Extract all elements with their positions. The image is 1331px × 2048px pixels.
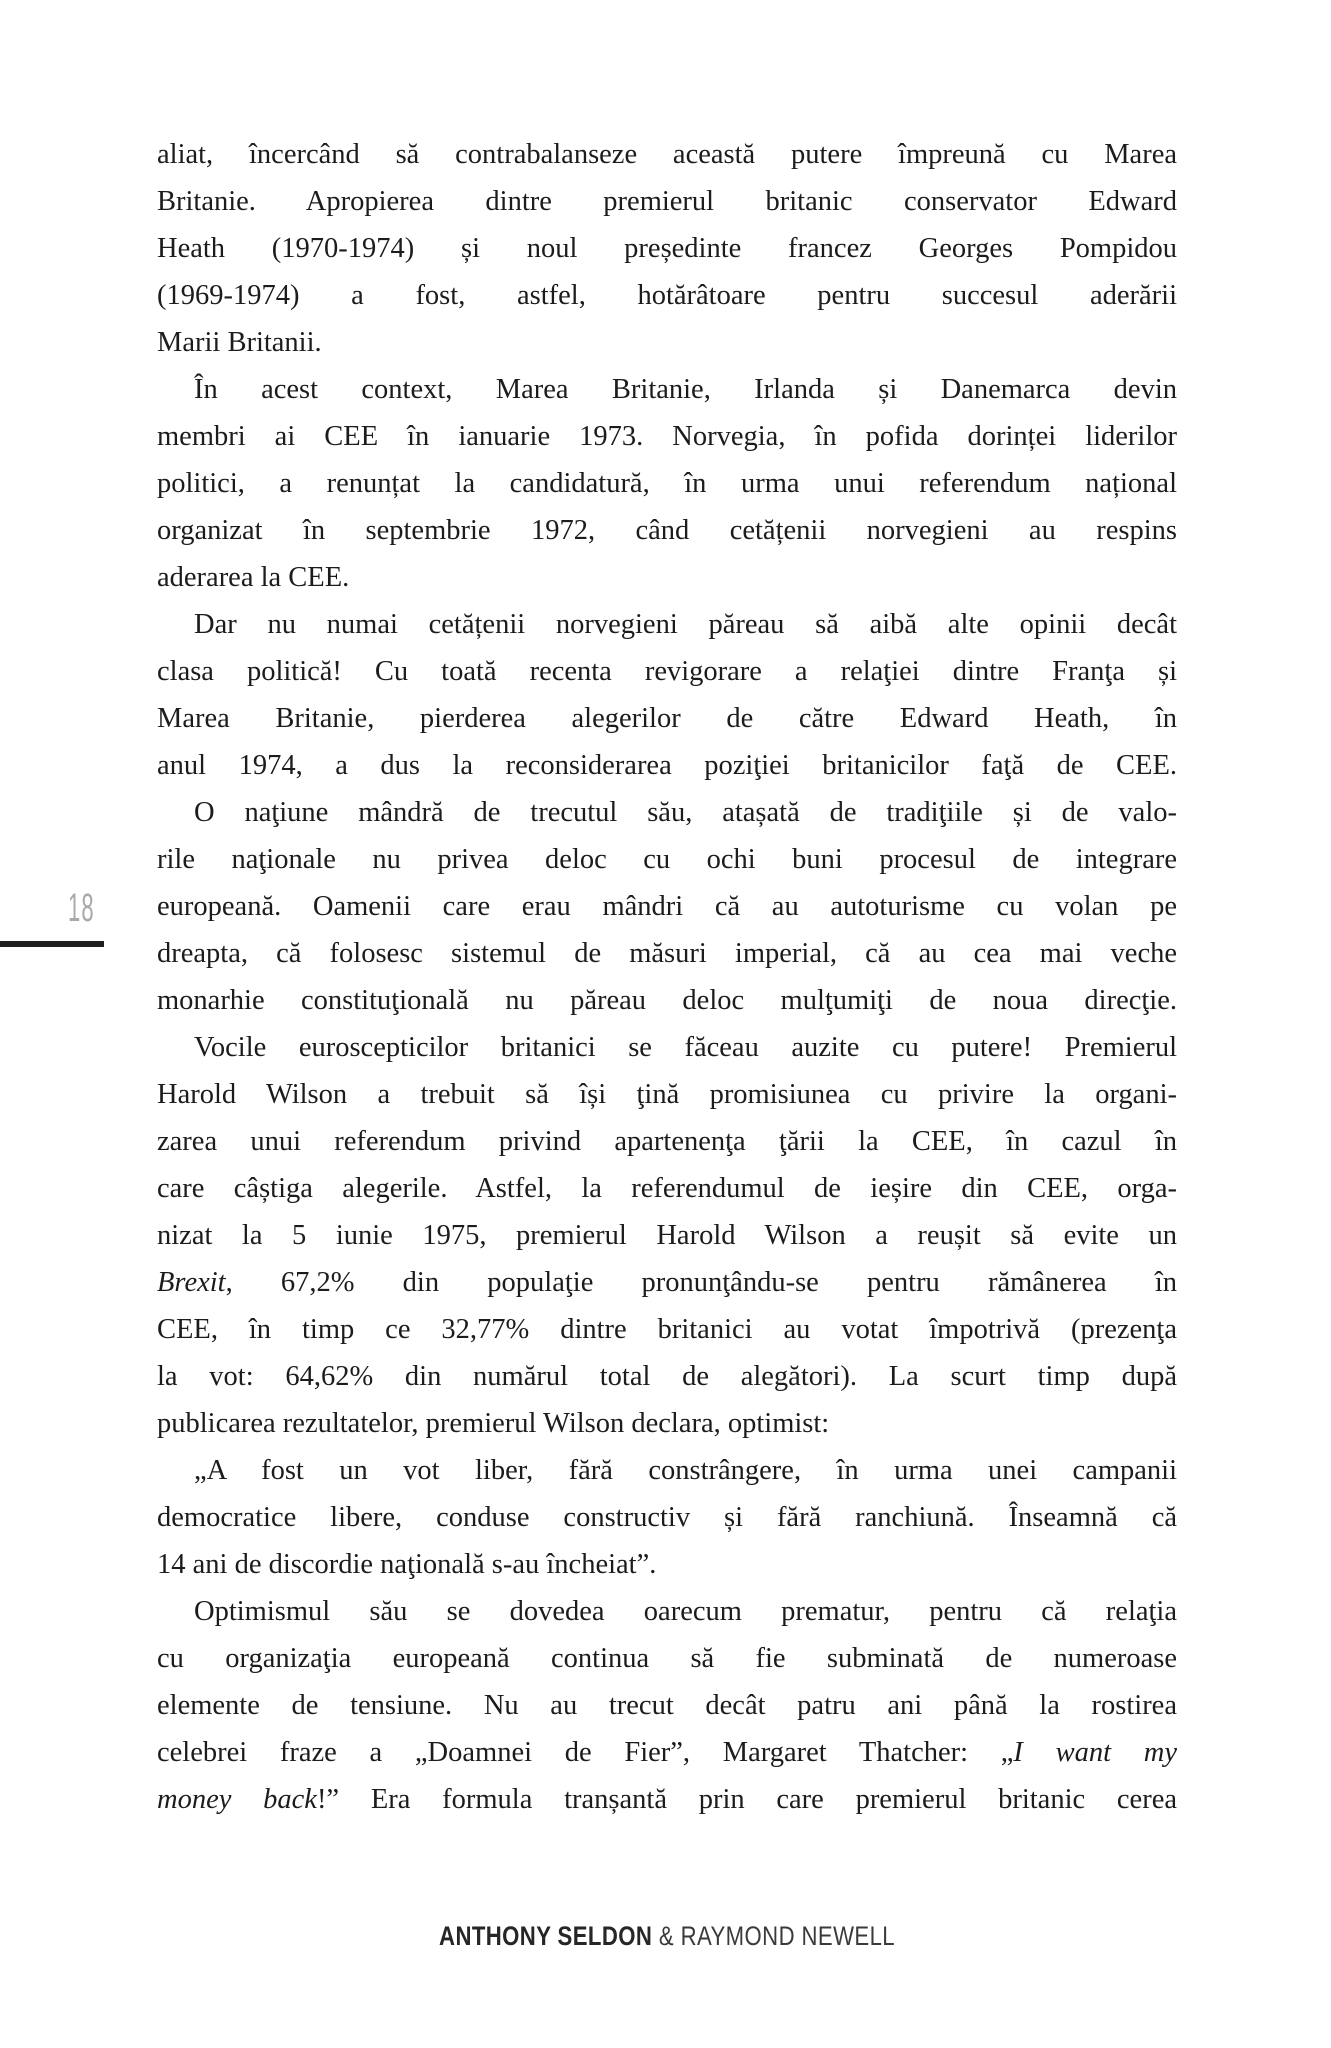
body-text: În acest context, Marea Britanie, Irlanda și Danemarca devin: [194, 374, 1177, 405]
body-text: monarhie constituţională nu păreau deloc mulţumiţi de noua direcţie.: [157, 985, 1177, 1016]
italic-text: Brexit: [157, 1267, 226, 1298]
text-line: [157, 695, 1177, 742]
italic-text: I want my: [1013, 1737, 1177, 1768]
body-text: Vocile euroscepticilor britanici se făceau auzite cu putere! Premierul: [194, 1032, 1177, 1063]
body-text: 14 ani de discordie naţională s-au încheiat”.: [157, 1549, 657, 1580]
body-text: Marea Britanie, pierderea alegerilor de către Edward Heath, în: [157, 703, 1177, 734]
text-line: [157, 1165, 1177, 1212]
body-text: Heath (1970-1974) și noul președinte francez Georges Pompidou: [157, 233, 1177, 264]
text-line: [157, 272, 1177, 319]
page-number: 18: [68, 886, 95, 930]
body-text: zarea unui referendum privind apartenenţa ţării la CEE, în cazul în: [157, 1126, 1177, 1157]
body-text: elemente de tensiune. Nu au trecut decât patru ani până la rostirea: [157, 1690, 1177, 1721]
running-footer: [157, 1921, 1177, 1952]
footer-author-rest: & RAYMOND NEWELL: [652, 1921, 895, 1951]
body-text: la vot: 64,62% din numărul total de alegători). La scurt timp după: [157, 1361, 1177, 1392]
body-text: Britanie. Apropierea dintre premierul britanic conservator Edward: [157, 186, 1177, 217]
text-line: [157, 1447, 1177, 1494]
text-line: [157, 742, 1177, 789]
text-line: [157, 413, 1177, 460]
body-text: !” Era formula tranșantă prin care premierul britanic cerea: [316, 1784, 1177, 1815]
body-text: organizat în septembrie 1972, când cetățenii norvegieni au respins: [157, 515, 1177, 546]
body-text: cu organizaţia europeană continua să fie subminată de numeroase: [157, 1643, 1177, 1674]
body-text: care câștiga alegerile. Astfel, la referendumul de ieșire din CEE, orga-: [157, 1173, 1177, 1204]
text-line: [157, 1541, 1177, 1588]
text-block: [157, 131, 1177, 1823]
body-text: clasa politică! Cu toată recenta revigorare a relaţiei dintre Franţa și: [157, 656, 1177, 687]
text-line: [157, 1588, 1177, 1635]
body-text: anul 1974, a dus la reconsiderarea poziţiei britanicilor faţă de CEE.: [157, 750, 1177, 781]
body-text: publicarea rezultatelor, premierul Wilson declara, optimist:: [157, 1408, 830, 1439]
body-text: O naţiune mândră de trecutul său, atașată de tradiţiile și de valo-: [194, 797, 1177, 828]
body-text: Optimismul său se dovedea oarecum prematur, pentru că relaţia: [194, 1596, 1177, 1627]
body-text: CEE, în timp ce 32,77% dintre britanici au votat împotrivă (prezenţa: [157, 1314, 1177, 1345]
text-line: [157, 1776, 1177, 1823]
body-text: aderarea la CEE.: [157, 562, 350, 593]
text-line: [157, 225, 1177, 272]
text-line: [157, 930, 1177, 977]
text-line: [157, 554, 1177, 601]
body-text: Marii Britanii.: [157, 327, 322, 358]
body-text: dreapta, că folosesc sistemul de măsuri imperial, că au cea mai veche: [157, 938, 1177, 969]
text-line: [157, 1259, 1177, 1306]
text-line: [157, 1306, 1177, 1353]
body-text: , 67,2% din populaţie pronunţându-se pentru rămânerea în: [225, 1267, 1177, 1298]
text-line: [157, 366, 1177, 413]
body-text: rile naţionale nu privea deloc cu ochi buni procesul de integrare: [157, 844, 1177, 875]
folio-rule: [0, 941, 104, 947]
body-text: (1969-1974) a fost, astfel, hotărâtoare pentru succesul aderării: [157, 280, 1177, 311]
text-line: [157, 1682, 1177, 1729]
text-line: [157, 460, 1177, 507]
body-text: politici, a renunțat la candidatură, în urma unui referendum național: [157, 468, 1177, 499]
body-text: aliat, încercând să contrabalanseze această putere împreună cu Marea: [157, 139, 1177, 170]
text-line: [157, 178, 1177, 225]
body-text: membri ai CEE în ianuarie 1973. Norvegia, în pofida dorinței liderilor: [157, 421, 1177, 452]
text-line: [157, 1212, 1177, 1259]
running-footer-text: [439, 1921, 895, 1952]
text-line: [157, 1635, 1177, 1682]
footer-author-bold: ANTHONY SELDON: [439, 1921, 653, 1951]
text-line: [157, 601, 1177, 648]
text-line: [157, 836, 1177, 883]
text-line: [157, 1400, 1177, 1447]
text-line: [157, 131, 1177, 178]
text-line: [157, 1729, 1177, 1776]
text-line: [157, 507, 1177, 554]
text-line: [157, 319, 1177, 366]
body-text: nizat la 5 iunie 1975, premierul Harold Wilson a reușit să evite un: [157, 1220, 1177, 1251]
text-line: [157, 1024, 1177, 1071]
body-text: „A fost un vot liber, fără constrângere, în urma unei campanii: [194, 1455, 1177, 1486]
body-text: europeană. Oamenii care erau mândri că au autoturisme cu volan pe: [157, 891, 1177, 922]
body-text: democratice libere, conduse constructiv și fără ranchiună. Înseamnă că: [157, 1502, 1177, 1533]
body-text: celebrei fraze a „Doamnei de Fier”, Margaret Thatcher: „: [157, 1737, 1014, 1768]
text-line: [157, 1494, 1177, 1541]
text-line: [157, 1118, 1177, 1165]
body-text: Harold Wilson a trebuit să își ţină promisiunea cu privire la organi-: [157, 1079, 1177, 1110]
body-text: Dar nu numai cetățenii norvegieni păreau să aibă alte opinii decât: [194, 609, 1177, 640]
text-line: [157, 977, 1177, 1024]
text-line: [157, 1353, 1177, 1400]
italic-text: money back: [157, 1784, 317, 1815]
text-line: [157, 789, 1177, 836]
text-line: [157, 1071, 1177, 1118]
text-line: [157, 648, 1177, 695]
text-line: [157, 883, 1177, 930]
